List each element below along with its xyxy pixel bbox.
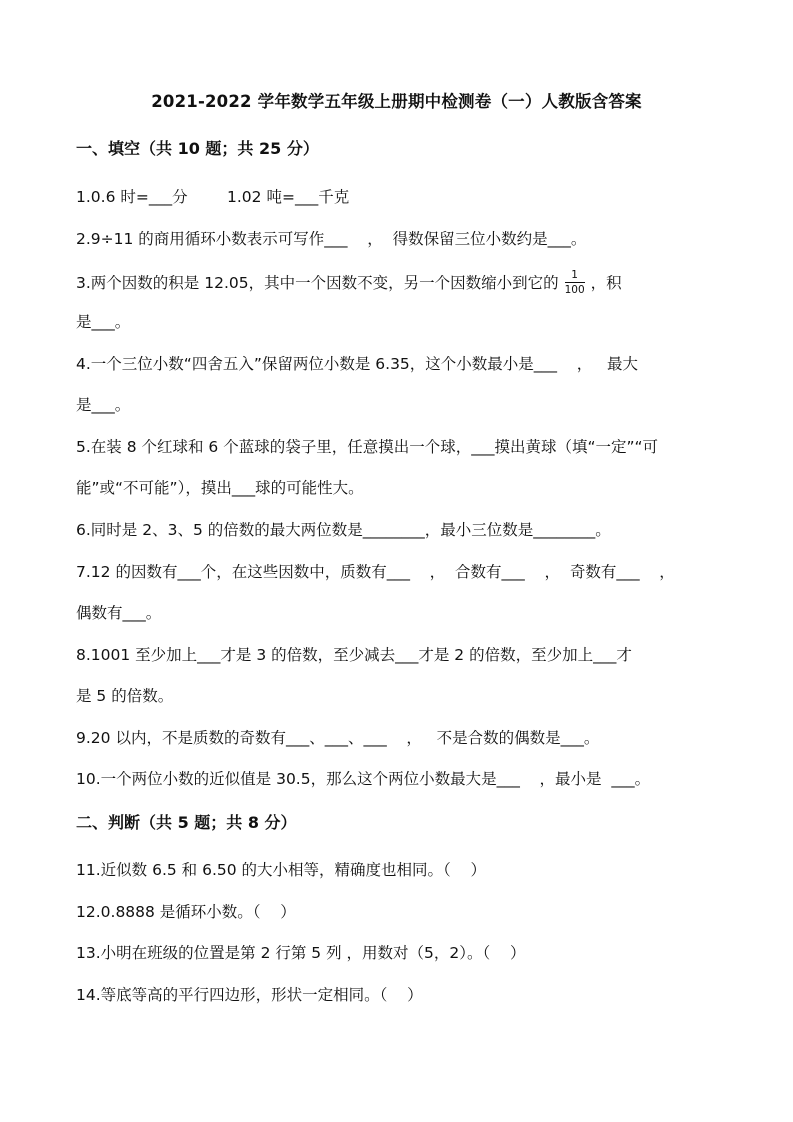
question-13: 13.小明在班级的位置是第 2 行第 5 列 ，用数对（5，2）。（ ） <box>76 944 526 962</box>
question-11: 11.近似数 6.5 和 6.50 的大小相等，精确度也相同。（ ） <box>76 861 486 879</box>
fraction-one-hundredth <box>565 269 585 296</box>
question-1: 1.0.6 时=___分 1.02 吨=___千克 <box>76 188 350 206</box>
question-4-line-1: 4.一个三位小数“四舍五入”保留两位小数是 6.35，这个小数最小是___ ， 最大 <box>76 355 639 373</box>
question-3-line-1 <box>76 270 622 297</box>
section-true-false-heading: 二、判断（共 5 题；共 8 分） <box>76 813 297 832</box>
question-3-line-2: 是___。 <box>76 313 131 331</box>
question-5-line-1: 5.在装 8 个红球和 6 个蓝球的袋子里，任意摸出一个球，___摸出黄球（填“一定”“可 <box>76 438 659 456</box>
question-8-line-1: 8.1001 至少加上___才是 3 的倍数，至少减去___才是 2 的倍数，至少加上___才 <box>76 646 632 664</box>
question-3-text-before: 3.两个因数的积是 12.05，其中一个因数不变，另一个因数缩小到它的 <box>76 274 559 292</box>
question-14: 14.等底等高的平行四边形，形状一定相同。（ ） <box>76 986 423 1004</box>
question-4-line-2: 是___。 <box>76 396 131 414</box>
page-title: 2021-2022 学年数学五年级上册期中检测卷（一）人教版含答案 <box>151 92 642 111</box>
fraction-denominator: 100 <box>564 284 585 296</box>
question-8-line-2: 是 5 的倍数。 <box>76 687 174 705</box>
question-7-line-1: 7.12 的因数有___个，在这些因数中，质数有___ ， 合数有___ ， 奇数有___ ， <box>76 563 675 581</box>
question-3-text-after: ，积 <box>590 274 622 292</box>
question-6: 6.同时是 2、3、5 的倍数的最大两位数是________，最小三位数是________。 <box>76 521 611 539</box>
question-5-line-2: 能”或“不可能”），摸出___球的可能性大。 <box>76 479 364 497</box>
question-2: 2.9÷11 的商用循环小数表示可写作___ ， 得数保留三位小数约是___。 <box>76 230 587 248</box>
section-fill-in-blank-heading: 一、填空（共 10 题；共 25 分） <box>76 139 319 158</box>
fraction-numerator: 1 <box>565 269 585 283</box>
question-10: 10.一个两位小数的近似值是 30.5，那么这个两位小数最大是___ ，最小是 ___。 <box>76 770 651 788</box>
question-12: 12.0.8888 是循环小数。（ ） <box>76 903 296 921</box>
question-7-line-2: 偶数有___。 <box>76 604 162 622</box>
question-9: 9.20 以内，不是质数的奇数有___、___、___ ， 不是合数的偶数是___。 <box>76 729 600 747</box>
